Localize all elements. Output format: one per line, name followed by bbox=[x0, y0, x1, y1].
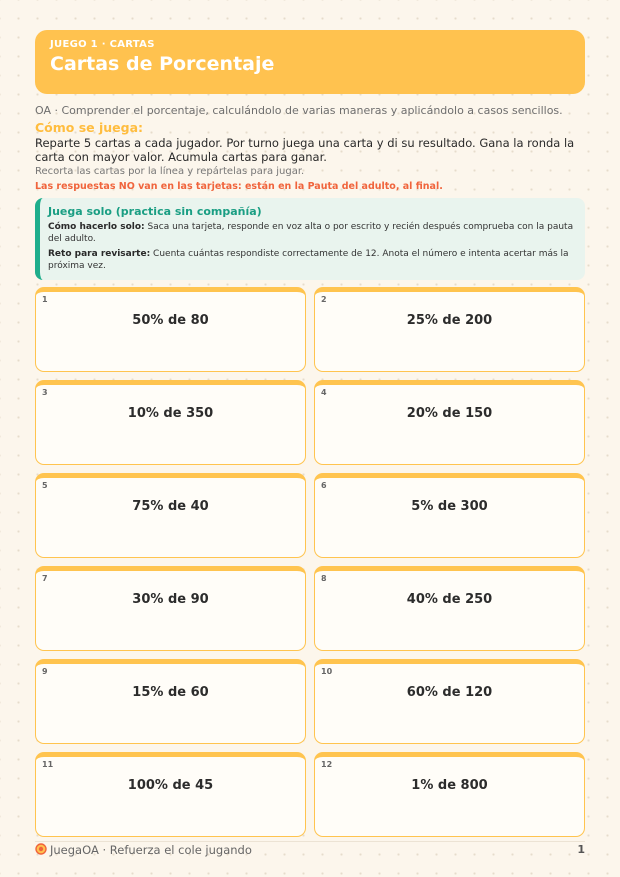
footer-divider bbox=[35, 841, 585, 842]
card-question: 15% de 60 bbox=[132, 685, 209, 700]
card-question: 5% de 300 bbox=[411, 499, 488, 514]
solo-play-box bbox=[35, 198, 585, 280]
card-number: 4 bbox=[321, 388, 327, 397]
card-number: 1 bbox=[42, 295, 48, 304]
percent-card bbox=[35, 566, 306, 651]
solo-how-text: Saca una tarjeta, responde en voz alta o por escrito y recién después comprueba con la pauta del adulto. bbox=[48, 222, 574, 244]
percent-card bbox=[35, 659, 306, 744]
learning-objective: OA · Comprender el porcentaje, calculándolo de varias maneras y aplicándolo a casos sencillos. bbox=[35, 104, 563, 117]
card-number: 10 bbox=[321, 667, 333, 676]
percent-card bbox=[314, 473, 585, 558]
percent-card bbox=[314, 380, 585, 465]
percent-card bbox=[314, 287, 585, 372]
card-question: 50% de 80 bbox=[132, 313, 209, 328]
answers-warning: Las respuestas NO van en las tarjetas: están en la Pauta del adulto, al final. bbox=[35, 181, 443, 192]
card-question: 10% de 350 bbox=[127, 406, 214, 421]
solo-heading: Juega solo (practica sin compañía) bbox=[48, 205, 262, 218]
card-question: 1% de 800 bbox=[411, 778, 488, 793]
card-question: 25% de 200 bbox=[406, 313, 493, 328]
card-question: 60% de 120 bbox=[406, 685, 493, 700]
card-number: 11 bbox=[42, 760, 54, 769]
percent-card bbox=[35, 380, 306, 465]
card-question: 75% de 40 bbox=[132, 499, 209, 514]
solo-how-label: Cómo hacerlo solo: bbox=[48, 222, 145, 232]
solo-challenge-text: Cuenta cuántas respondiste correctamente de 12. Anota el número e intenta acertar más la próxima vez. bbox=[48, 249, 569, 271]
game-kicker: JUEGO 1 · CARTAS bbox=[50, 39, 155, 50]
card-number: 5 bbox=[42, 481, 48, 490]
solo-challenge bbox=[48, 248, 575, 272]
percent-card bbox=[35, 473, 306, 558]
percent-card bbox=[35, 752, 306, 837]
card-number: 9 bbox=[42, 667, 48, 676]
card-question: 40% de 250 bbox=[406, 592, 493, 607]
card-number: 7 bbox=[42, 574, 48, 583]
card-number: 12 bbox=[321, 760, 333, 769]
cut-note: Recorta las cartas por la línea y repártelas para jugar. bbox=[35, 166, 305, 177]
card-number: 2 bbox=[321, 295, 327, 304]
card-number: 6 bbox=[321, 481, 327, 490]
percent-card bbox=[314, 566, 585, 651]
percent-card bbox=[314, 752, 585, 837]
card-question: 100% de 45 bbox=[127, 778, 214, 793]
card-number: 8 bbox=[321, 574, 327, 583]
brand-logo-icon bbox=[35, 843, 47, 855]
header-banner bbox=[35, 30, 585, 94]
solo-challenge-label: Reto para revisarte: bbox=[48, 249, 151, 259]
footer-brand: JuegaOA · Refuerza el cole jugando bbox=[50, 843, 252, 857]
percent-card bbox=[35, 287, 306, 372]
card-number: 3 bbox=[42, 388, 48, 397]
game-rules: Reparte 5 cartas a cada jugador. Por turno juega una carta y di su resultado. Gana la ronda la carta con mayor valor. Acumula cartas para ganar. bbox=[35, 136, 575, 164]
percent-card bbox=[314, 659, 585, 744]
howto-heading: Cómo se juega: bbox=[35, 120, 144, 135]
page-number: 1 bbox=[577, 843, 585, 856]
solo-how bbox=[48, 221, 575, 245]
card-question: 20% de 150 bbox=[406, 406, 493, 421]
page-title: Cartas de Porcentaje bbox=[50, 53, 275, 75]
card-question: 30% de 90 bbox=[132, 592, 209, 607]
